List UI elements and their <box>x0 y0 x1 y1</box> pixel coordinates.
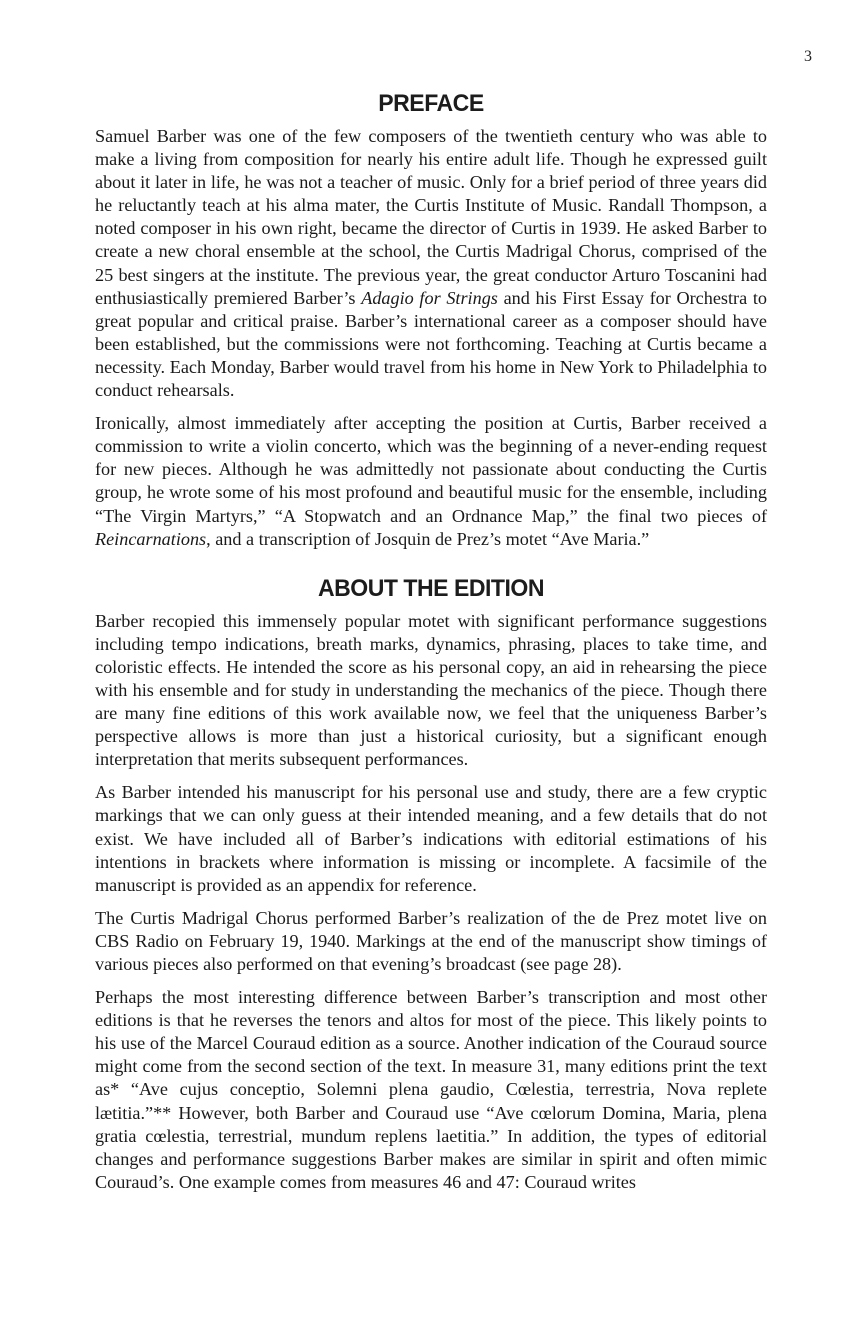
text-run: , and a transcription of Josquin de Prez’s motet “Ave Maria.” <box>206 528 650 549</box>
work-title-reincarnations: Reincarnations <box>95 528 207 549</box>
text-run: and his First Essay for Orchestra to great popular and critical praise. Barber’s international career as a composer should have been established, but the commissions were not forthcoming. Teaching at Curtis became a necessity. Each Monday, Barber would travel from his home in New York to Philadelphia to conduct rehearsals. <box>95 287 767 401</box>
work-title-adagio-for-strings: Adagio for Strings <box>361 287 498 308</box>
preface-paragraph-2 <box>95 412 767 551</box>
about-edition-heading: ABOUT THE EDITION <box>317 574 545 602</box>
preface-heading: PREFACE <box>378 90 484 117</box>
text-run: Ironically, almost immediately after accepting the position at Curtis, Barber received a commission to write a violin concerto, which was the beginning of a never-ending request for new pieces. Although he was admittedly not passionate about conducting the Curtis group, he wrote some of his most profound and beautiful music for the ensemble, including “The Virgin Martyrs,” “A Stopwatch and an Ordnance Map,” the final two pieces of <box>95 413 767 526</box>
page-content <box>95 86 767 1204</box>
page-number: 3 <box>804 48 812 65</box>
about-edition-paragraph-1: Barber recopied this immensely popular motet with significant performance suggestions including tempo indications, breath marks, dynamics, phrasing, places to take time, and coloristic effects. He intended the score as his personal copy, an aid in rehearsing the piece with his ensemble and for study in understanding the mechanics of the piece. Though there are many fine editions of this work available now, we feel that the uniqueness Barber’s perspective allows is more than just a historical curiosity, but a significant enough interpretation that merits subsequent performances. <box>95 610 767 770</box>
text-run: Samuel Barber was one of the few composers of the twentieth century who was able to make a living from composition for nearly his entire adult life. Though he expressed guilt about it later in life, he was not a teacher of music. Only for a brief period of three years did he reluctantly teach at his alma mater, the Curtis Institute of Music. Randall Thompson, a noted composer in his own right, became the director of Curtis in 1939. He asked Barber to create a new choral ensemble at the school, the Curtis Madrigal Chorus, comprised of the 25 best singers at the institute. The previous year, the great conductor Arturo Toscanini had enthusiastically premiered Barber’s <box>95 126 767 308</box>
about-edition-paragraph-3: The Curtis Madrigal Chorus performed Barber’s realization of the de Prez motet live on CBS Radio on February 19, 1940. Markings at the end of the manuscript show timings of various pieces also performed on that evening’s broadcast (see page 28). <box>95 907 767 974</box>
preface-paragraph-1 <box>95 125 767 402</box>
about-edition-paragraph-4: Perhaps the most interesting difference between Barber’s transcription and most other editions is that he reverses the tenors and altos for most of the piece. This likely points to his use of the Marcel Couraud edition as a source. Another indication of the Couraud source might come from the second section of the text. In measure 31, many editions print the text as* “Ave cujus conceptio, Solemni plena gaudio, Cœlestia, terrestria, Nova replete lætitia.”** However, both Barber and Couraud use “Ave cœlorum Domina, Maria, plena gratia cœlestia, terrestrial, mundum replens laetitia.” In addition, the types of editorial changes and performance suggestions Barber makes are similar in spirit and often mimic Couraud’s. One example comes from measures 46 and 47: Couraud writes <box>95 987 767 1192</box>
about-edition-paragraph-2: As Barber intended his manuscript for his personal use and study, there are a few cryptic markings that we can only guess at their intended meaning, and a few details that do not exist. We have included all of Barber’s indications with editorial estimations of his intentions in brackets where information is missing or incomplete. A facsimile of the manuscript is provided as an appendix for reference. <box>95 782 767 895</box>
